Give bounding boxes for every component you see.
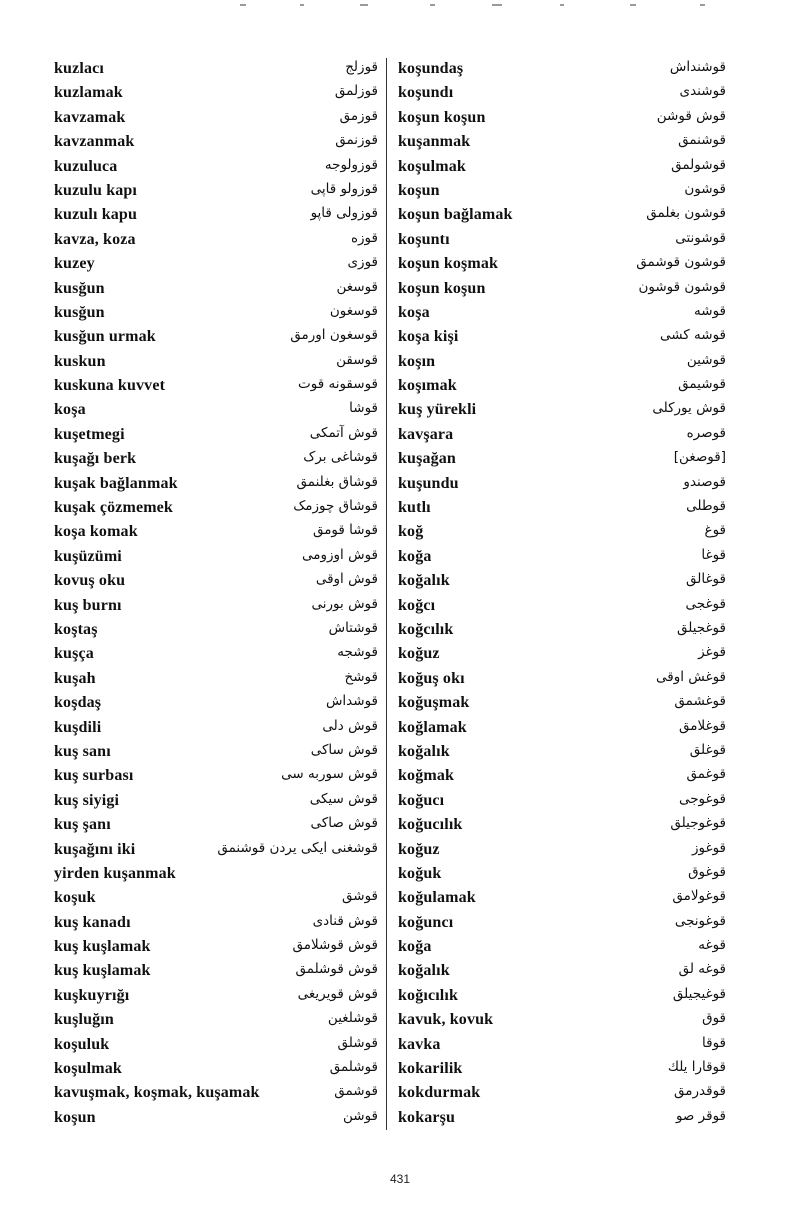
entry-latin: kuşundu xyxy=(398,474,459,492)
entry-arabic: قوقا xyxy=(702,1034,726,1051)
dictionary-entry xyxy=(54,1009,378,1033)
entry-arabic: قوغونجی xyxy=(674,912,726,929)
entry-latin: koğalık xyxy=(398,572,450,590)
entry-arabic: قوصره xyxy=(686,424,726,441)
entry-latin: koğcı xyxy=(398,596,436,614)
entry-arabic: قوزولی قاپو xyxy=(310,205,378,222)
entry-arabic: قوغوق xyxy=(688,863,726,880)
entry-latin: kuzlamak xyxy=(54,84,123,102)
entry-arabic: قوغولامق xyxy=(672,888,726,905)
dictionary-entry xyxy=(54,717,378,741)
dictionary-entry xyxy=(398,1009,726,1033)
entry-arabic: قوقدرمق xyxy=(674,1083,726,1100)
dictionary-entry xyxy=(398,595,726,619)
dictionary-entry xyxy=(54,58,378,82)
dictionary-entry xyxy=(54,741,378,765)
entry-latin: kuş kuşlamak xyxy=(54,962,151,980)
entry-arabic: قوش ساکی xyxy=(310,741,378,758)
entry-arabic: قوغالق xyxy=(686,571,726,588)
dictionary-entry xyxy=(54,473,378,497)
dictionary-entry xyxy=(54,253,378,277)
entry-arabic: قوشندی xyxy=(679,83,726,100)
entry-arabic: قوشن xyxy=(342,1107,378,1124)
entry-latin: koğuşmak xyxy=(398,694,470,712)
entry-latin: kavuşmak, koşmak, kuşamak xyxy=(54,1084,260,1102)
entry-latin: kuş surbası xyxy=(54,767,134,785)
entry-latin: kuş yürekli xyxy=(398,401,477,419)
entry-arabic: قوغمق xyxy=(686,766,726,783)
dictionary-entry xyxy=(398,82,726,106)
dictionary-entry xyxy=(398,546,726,570)
dictionary-entry xyxy=(54,643,378,667)
entry-latin: kavşara xyxy=(398,425,454,443)
entry-arabic: قوشداش xyxy=(325,693,378,710)
entry-arabic: قوش دلی xyxy=(322,717,378,734)
entry-arabic: قوش قوشلامق xyxy=(292,937,378,954)
entry-latin: koşun koşun xyxy=(398,108,486,126)
dictionary-entry xyxy=(54,595,378,619)
dictionary-entry xyxy=(398,156,726,180)
entry-arabic: قوزلج xyxy=(345,59,378,75)
dictionary-entry xyxy=(398,1082,726,1106)
entry-latin: koğalık xyxy=(398,742,450,760)
entry-arabic: قوغوجی xyxy=(678,790,726,807)
dictionary-entry xyxy=(54,424,378,448)
entry-latin: koğ xyxy=(398,523,424,541)
entry-arabic: قوشلمق xyxy=(329,1059,378,1076)
entry-latin: koğucılık xyxy=(398,816,463,834)
entry-latin: koşulmak xyxy=(398,157,466,175)
entry-latin-continued: yirden kuşanmak xyxy=(54,864,176,882)
dictionary-entry xyxy=(398,326,726,350)
entry-latin: kuş kuşlamak xyxy=(54,938,151,956)
entry-latin: koğcılık xyxy=(398,620,454,638)
entry-latin: koşımak xyxy=(398,377,457,395)
dictionary-entry xyxy=(398,839,726,863)
dictionary-entry xyxy=(398,473,726,497)
dictionary-entry xyxy=(398,692,726,716)
dictionary-entry xyxy=(398,814,726,838)
dictionary-entry xyxy=(54,229,378,253)
entry-arabic: قوطلی xyxy=(686,498,726,515)
entry-latin: koşa komak xyxy=(54,523,138,541)
dictionary-entry xyxy=(54,107,378,131)
entry-latin: kuşüzümi xyxy=(54,547,122,565)
entry-latin: kuzlacı xyxy=(54,60,104,77)
entry-latin: kuş kanadı xyxy=(54,913,131,931)
dictionary-entry xyxy=(54,204,378,228)
entry-latin: koğa xyxy=(398,938,432,956)
dictionary-entry xyxy=(54,765,378,789)
entry-arabic: قوغز xyxy=(698,644,726,661)
entry-latin: kavzamak xyxy=(54,108,126,126)
entry-arabic: قوش آتمکی xyxy=(309,424,378,441)
entry-arabic: قوزولو قاپی xyxy=(310,180,378,197)
entry-arabic: قوسغن xyxy=(336,278,378,295)
dictionary-entry xyxy=(398,107,726,131)
page-number: 431 xyxy=(389,1172,411,1186)
entry-latin: koşun koşmak xyxy=(398,255,499,273)
entry-arabic: قوشلق xyxy=(337,1034,378,1051)
dictionary-entry xyxy=(54,302,378,326)
entry-arabic: قوزلمق xyxy=(334,83,378,100)
dictionary-entry xyxy=(398,278,726,302)
entry-latin: kuşluğın xyxy=(54,1011,114,1029)
dictionary-entry xyxy=(398,643,726,667)
entry-arabic: قوغلامق xyxy=(678,717,726,734)
dictionary-entry xyxy=(398,912,726,936)
entry-latin: kuşağan xyxy=(398,450,456,468)
entry-latin: koşa xyxy=(398,303,430,321)
entry-arabic: قوشتاش xyxy=(328,619,378,636)
entry-arabic: قوزولوجه xyxy=(324,156,378,173)
entry-arabic: قوش صاکی xyxy=(310,815,378,832)
entry-latin: koğucı xyxy=(398,791,445,809)
entry-latin: koşulmak xyxy=(54,1060,122,1078)
entry-arabic: قوشلغین xyxy=(327,1010,378,1027)
column-divider xyxy=(386,58,387,1130)
entry-latin: kusğun xyxy=(54,279,105,297)
dictionary-entry xyxy=(398,302,726,326)
dictionary-entry xyxy=(398,1107,726,1131)
entry-latin: kavza, koza xyxy=(54,230,136,248)
dictionary-entry xyxy=(398,1058,726,1082)
entry-arabic: قوزمق xyxy=(339,107,378,124)
entry-latin: koğuş okı xyxy=(398,669,465,687)
entry-latin: kuşağını iki xyxy=(54,840,136,858)
dictionary-entry xyxy=(398,790,726,814)
entry-arabic: قوزنمق xyxy=(335,132,378,149)
entry-arabic: قوغا xyxy=(701,546,726,563)
entry-latin: kuşak çözmemek xyxy=(54,499,173,517)
entry-arabic: قوش اوزومی xyxy=(302,546,378,563)
entry-arabic: قوش سوربه سی xyxy=(281,766,378,783)
entry-latin: kuş siyigi xyxy=(54,791,120,809)
entry-latin: kuş burnı xyxy=(54,596,122,614)
dictionary-entry xyxy=(398,229,726,253)
entry-latin: koşuntı xyxy=(398,230,450,248)
entry-latin: koğa xyxy=(398,547,432,565)
entry-arabic: قوشنمق xyxy=(678,132,726,149)
entry-latin: kuşah xyxy=(54,669,96,687)
entry-latin: kuskun xyxy=(54,352,106,370)
dictionary-entry xyxy=(54,1107,378,1131)
entry-latin: kuşkuyrığı xyxy=(54,986,130,1004)
entry-arabic: قوشون بغلمق xyxy=(646,205,726,222)
dictionary-entry xyxy=(54,521,378,545)
entry-arabic: قوشه کشی xyxy=(660,327,726,344)
entry-arabic: قوغه لق xyxy=(678,961,726,978)
dictionary-entry xyxy=(398,668,726,692)
dictionary-entry xyxy=(54,326,378,350)
dictionary-entry xyxy=(398,58,726,82)
left-column xyxy=(54,58,378,1131)
entry-arabic: قوقر صو xyxy=(675,1107,726,1124)
entry-latin: kokarilik xyxy=(398,1060,463,1078)
dictionary-entry xyxy=(54,985,378,1009)
entry-arabic: قوزه xyxy=(350,229,378,246)
entry-latin: kuşça xyxy=(54,645,94,663)
entry-latin: koğuz xyxy=(398,840,440,858)
entry-latin: kuzey xyxy=(54,255,95,273)
entry-arabic: قوشه xyxy=(694,302,726,319)
dictionary-entry xyxy=(54,887,378,911)
entry-latin: koğıcılık xyxy=(398,986,459,1004)
entry-arabic: قوسقن xyxy=(336,351,378,368)
entry-arabic: قوش بورنی xyxy=(311,595,378,612)
entry-arabic: قوش سیکی xyxy=(309,790,378,807)
entry-arabic: قوش قوشن xyxy=(656,107,726,124)
right-column xyxy=(398,58,726,1131)
dictionary-entry xyxy=(398,424,726,448)
dictionary-entry xyxy=(54,814,378,838)
entry-arabic: قوزی xyxy=(347,254,378,271)
entry-arabic: قوغوز xyxy=(692,839,726,856)
entry-latin: kovuş oku xyxy=(54,572,126,590)
entry-latin: koşdaş xyxy=(54,694,102,712)
entry-latin: kuşak bağlanmak xyxy=(54,474,178,492)
dictionary-entry xyxy=(54,156,378,180)
entry-latin: kuşdili xyxy=(54,718,102,736)
dictionary-entry xyxy=(398,180,726,204)
entry-arabic: قوش قنادی xyxy=(312,912,378,929)
dictionary-entry xyxy=(54,278,378,302)
dictionary-entry xyxy=(54,1082,378,1106)
entry-arabic: قوشیمق xyxy=(678,376,726,393)
dictionary-entry xyxy=(54,668,378,692)
entry-latin: kuşanmak xyxy=(398,133,471,151)
entry-arabic: قوشون xyxy=(684,180,726,197)
entry-arabic: قوغشمق xyxy=(674,693,726,710)
dictionary-entry xyxy=(398,717,726,741)
entry-arabic: قوسغون xyxy=(329,302,378,319)
entry-latin: kuşağı berk xyxy=(54,450,137,468)
dictionary-entry xyxy=(398,399,726,423)
dictionary-entry xyxy=(54,936,378,960)
entry-latin: koşuluk xyxy=(54,1035,110,1053)
entry-arabic: قوقارا یلك xyxy=(667,1059,726,1076)
entry-latin: koğmak xyxy=(398,767,455,785)
dictionary-entry xyxy=(398,765,726,789)
scan-top-specks xyxy=(230,4,750,10)
entry-latin: kusğun urmak xyxy=(54,328,156,346)
dictionary-entry xyxy=(398,570,726,594)
dictionary-entry xyxy=(398,960,726,984)
dictionary-entry xyxy=(54,180,378,204)
entry-latin: kuş sanı xyxy=(54,742,111,760)
entry-arabic: قوغیجیلق xyxy=(672,985,726,1002)
entry-latin: koşun bağlamak xyxy=(398,206,513,224)
entry-arabic: قوش قویریغی xyxy=(297,985,378,1002)
entry-arabic: قوشخ xyxy=(344,668,378,685)
dictionary-entry xyxy=(54,839,378,888)
dictionary-entry xyxy=(398,887,726,911)
dictionary-entry xyxy=(54,131,378,155)
entry-arabic: قوغ xyxy=(704,522,726,539)
entry-latin: koşun xyxy=(54,1108,96,1126)
entry-arabic: قوغش اوقی xyxy=(656,668,726,685)
dictionary-entry xyxy=(398,1034,726,1058)
dictionary-entry xyxy=(398,448,726,472)
dictionary-entry xyxy=(398,619,726,643)
dictionary-entry xyxy=(398,375,726,399)
entry-arabic: قوشین xyxy=(686,351,726,368)
dictionary-entry xyxy=(54,912,378,936)
entry-arabic: قوسغون اورمق xyxy=(290,327,378,344)
dictionary-entry xyxy=(54,619,378,643)
entry-arabic: قوصندو xyxy=(683,473,726,490)
entry-latin: koşun koşun xyxy=(398,279,486,297)
entry-latin: koştaş xyxy=(54,620,98,638)
entry-arabic: قوشا قومق xyxy=(312,522,378,539)
entry-arabic: قوشق xyxy=(342,888,378,905)
entry-latin: koşundaş xyxy=(398,60,464,77)
dictionary-entry xyxy=(54,570,378,594)
entry-latin: koşundı xyxy=(398,84,454,102)
entry-arabic: قوغجیلق xyxy=(676,619,726,636)
entry-arabic: قوشاق بغلنمق xyxy=(296,473,378,490)
dictionary-entry xyxy=(54,960,378,984)
dictionary-entry xyxy=(398,204,726,228)
entry-latin: koğlamak xyxy=(398,718,467,736)
entry-arabic: قوشغنی ایکی یردن قوشنمق xyxy=(217,839,378,856)
dictionary-entry xyxy=(398,521,726,545)
entry-latin: kokdurmak xyxy=(398,1084,481,1102)
dictionary-entry xyxy=(54,82,378,106)
entry-latin: koşuk xyxy=(54,889,96,907)
entry-latin: kuzulu kapı xyxy=(54,181,138,199)
entry-arabic: قوشا xyxy=(349,400,378,417)
entry-latin: kuşetmegi xyxy=(54,425,125,443)
entry-latin: koğuk xyxy=(398,864,442,882)
entry-arabic: قوشاق چوزمک xyxy=(293,498,378,515)
entry-arabic: قوشجه xyxy=(337,644,378,661)
entry-arabic: قوغوجیلق xyxy=(670,815,726,832)
entry-latin: kuzulı kapu xyxy=(54,206,138,224)
entry-latin: koğuncı xyxy=(398,913,454,931)
dictionary-entry xyxy=(54,546,378,570)
entry-arabic: قوش اوقی xyxy=(315,571,378,588)
entry-arabic: قوشون قوشون xyxy=(638,278,726,295)
entry-arabic: قوشنداش xyxy=(669,59,726,75)
dictionary-entry xyxy=(54,692,378,716)
entry-latin: kavzanmak xyxy=(54,133,135,151)
entry-arabic: قوق xyxy=(702,1010,726,1027)
dictionary-entry xyxy=(54,1058,378,1082)
dictionary-entry xyxy=(398,497,726,521)
dictionary-entry xyxy=(398,741,726,765)
entry-latin: koşun xyxy=(398,181,440,199)
entry-arabic: قوغه xyxy=(698,937,726,954)
dictionary-entry xyxy=(54,375,378,399)
dictionary-entry xyxy=(398,863,726,887)
entry-latin: koşa xyxy=(54,401,86,419)
entry-latin: kuş şanı xyxy=(54,816,111,834)
entry-arabic: قوشولمق xyxy=(671,156,726,173)
entry-latin: kavuk, kovuk xyxy=(398,1011,494,1029)
entry-latin: koşa kişi xyxy=(398,328,459,346)
entry-latin: kavka xyxy=(398,1035,441,1053)
entry-latin: koğulamak xyxy=(398,889,476,907)
entry-arabic: قوشونتی xyxy=(675,229,726,246)
dictionary-entry xyxy=(398,936,726,960)
dictionary-entry xyxy=(54,790,378,814)
dictionary-entry xyxy=(398,985,726,1009)
entry-latin: koşın xyxy=(398,352,436,370)
entry-latin: kuzuluca xyxy=(54,157,118,175)
entry-latin: kusğun xyxy=(54,303,105,321)
entry-arabic: قوغجی xyxy=(685,595,726,612)
dictionary-entry xyxy=(54,1034,378,1058)
entry-arabic: قوغلق xyxy=(689,741,726,758)
entry-arabic: قوشون قوشمق xyxy=(636,254,726,271)
dictionary-entry xyxy=(54,497,378,521)
entry-latin: kuskuna kuvvet xyxy=(54,377,166,395)
entry-latin: kutlı xyxy=(398,499,431,517)
entry-arabic: قوشاغی برک xyxy=(303,449,378,466)
dictionary-entry xyxy=(398,253,726,277)
dictionary-entry xyxy=(54,399,378,423)
entry-latin: kokarşu xyxy=(398,1108,456,1126)
entry-arabic: قوشمق xyxy=(334,1083,378,1100)
entry-arabic: [قوصغن] xyxy=(673,449,726,466)
dictionary-entry xyxy=(54,448,378,472)
entry-latin: koğuz xyxy=(398,645,440,663)
dictionary-entry xyxy=(398,131,726,155)
entry-latin: koğalık xyxy=(398,962,450,980)
entry-arabic: قوش یورکلی xyxy=(652,400,726,417)
entry-arabic: قوسقونه قوت xyxy=(298,376,378,393)
dictionary-entry xyxy=(54,351,378,375)
dictionary-entry xyxy=(398,351,726,375)
entry-arabic: قوش قوشلمق xyxy=(295,961,378,978)
